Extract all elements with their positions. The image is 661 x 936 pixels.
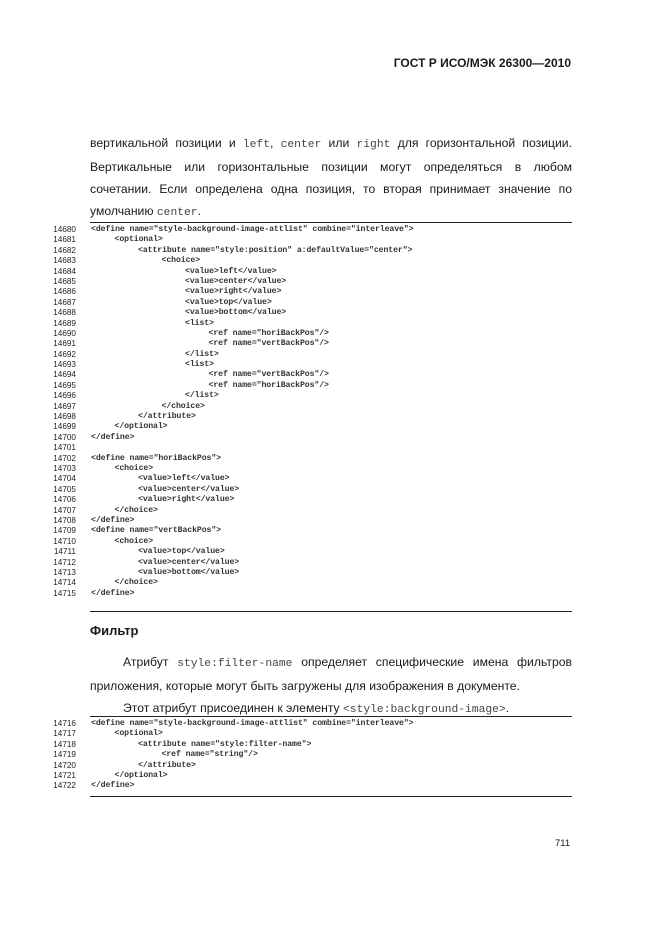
line-number: 14707 xyxy=(53,505,76,515)
code-line xyxy=(40,750,572,760)
code-line xyxy=(40,391,572,401)
code-line xyxy=(40,516,572,526)
code-text: <ref name="vertBackPos"/> xyxy=(208,370,329,380)
code-line xyxy=(40,547,572,557)
code-text: <ref name="vertBackPos"/> xyxy=(208,339,329,349)
code-line xyxy=(40,308,572,318)
line-number: 14684 xyxy=(53,266,76,276)
line-number: 14703 xyxy=(53,463,76,473)
code-text: </choice> xyxy=(114,578,158,588)
code-text: </optional> xyxy=(114,422,168,432)
intro-line-1: вертикальной позиции и left, center или right для горизонтальной позиции. xyxy=(90,136,572,151)
code-rule-top-1 xyxy=(90,222,572,223)
code-text: <list> xyxy=(185,318,214,328)
intro-line-4: умолчанию center. xyxy=(90,204,201,219)
line-number: 14687 xyxy=(53,297,76,307)
code-line xyxy=(40,319,572,329)
code-text: <value>center</value> xyxy=(138,557,240,567)
code-line xyxy=(40,287,572,297)
line-number: 14709 xyxy=(53,526,76,536)
section-heading: Фильтр xyxy=(90,623,139,638)
code-listing-2 xyxy=(40,719,572,792)
code-text: <choice> xyxy=(114,536,154,546)
code-line xyxy=(40,267,572,277)
line-number: 14717 xyxy=(53,729,76,739)
line-number: 14708 xyxy=(53,515,76,525)
filter-line-3: Этот атрибут присоединен к элементу <style:background-image>. xyxy=(123,701,510,716)
code-text: </list> xyxy=(185,391,219,401)
line-number: 14710 xyxy=(53,536,76,546)
code-listing-1 xyxy=(40,225,572,599)
intro-paragraph xyxy=(90,132,572,224)
line-number: 14680 xyxy=(53,225,76,234)
code-filter-elem: <style:background-image> xyxy=(343,704,506,716)
code-text: <define name="vertBackPos"> xyxy=(91,526,221,536)
code-line xyxy=(40,464,572,474)
line-number: 14716 xyxy=(53,719,76,728)
code-text: </define> xyxy=(91,515,135,525)
intro-line-2: Вертикальные или горизонтальные позиции могут определяться в любом xyxy=(90,160,572,174)
line-number: 14704 xyxy=(53,474,76,484)
line-number: 14714 xyxy=(53,578,76,588)
code-text: <value>bottom</value> xyxy=(185,308,287,318)
code-text: </choice> xyxy=(161,401,205,411)
line-number: 14721 xyxy=(53,770,76,780)
code-text: <ref name="horiBackPos"/> xyxy=(208,380,329,390)
code-line xyxy=(40,485,572,495)
code-text: <value>right</value> xyxy=(138,495,235,505)
code-line xyxy=(40,298,572,308)
code-text: <value>right</value> xyxy=(185,287,282,297)
code-text: <define name="style-background-image-attlist" combine="interleave"> xyxy=(91,225,414,234)
code-rule-bottom-1 xyxy=(90,611,572,612)
line-number: 14689 xyxy=(53,318,76,328)
code-line xyxy=(40,350,572,360)
code-line xyxy=(40,740,572,750)
line-number: 14711 xyxy=(53,547,76,557)
code-line xyxy=(40,370,572,380)
filter-paragraph xyxy=(90,651,572,721)
code-line xyxy=(40,526,572,536)
code-text: <value>center</value> xyxy=(138,484,240,494)
line-number: 14698 xyxy=(53,412,76,422)
code-text: <attribute name="style:filter-name"> xyxy=(138,739,312,749)
line-number: 14683 xyxy=(53,256,76,266)
code-text: <optional> xyxy=(114,729,163,739)
code-text: <value>bottom</value> xyxy=(138,567,240,577)
line-number: 14722 xyxy=(53,781,76,791)
code-line xyxy=(40,246,572,256)
code-text: <define name="horiBackPos"> xyxy=(91,453,221,463)
line-number: 14715 xyxy=(53,588,76,598)
document-header: ГОСТ Р ИСО/МЭК 26300—2010 xyxy=(393,56,571,70)
code-text: <choice> xyxy=(114,463,154,473)
code-line xyxy=(40,402,572,412)
code-line xyxy=(40,781,572,791)
code-line xyxy=(40,256,572,266)
code-text: <value>left</value> xyxy=(138,474,230,484)
line-number: 14706 xyxy=(53,495,76,505)
line-number: 14696 xyxy=(53,391,76,401)
code-line xyxy=(40,506,572,516)
code-text: </choice> xyxy=(114,505,158,515)
code-line xyxy=(40,360,572,370)
code-line xyxy=(40,339,572,349)
line-number: 14701 xyxy=(53,443,76,453)
filter-line-1: Атрибут style:filter-name определяет специфические имена фильтров xyxy=(123,655,572,670)
code-text: </attribute> xyxy=(138,412,196,422)
code-text: </define> xyxy=(91,781,135,791)
line-number: 14688 xyxy=(53,308,76,318)
code-text: </define> xyxy=(91,588,135,598)
code-line xyxy=(40,412,572,422)
line-number: 14694 xyxy=(53,370,76,380)
code-line xyxy=(40,589,572,599)
code-line xyxy=(40,454,572,464)
code-text: <define name="style-background-image-attlist" combine="interleave"> xyxy=(91,719,414,728)
code-text: </define> xyxy=(91,432,135,442)
line-number: 14695 xyxy=(53,380,76,390)
line-number: 14686 xyxy=(53,287,76,297)
code-line xyxy=(40,474,572,484)
line-number: 14691 xyxy=(53,339,76,349)
code-text: </optional> xyxy=(114,770,168,780)
line-number: 14697 xyxy=(53,401,76,411)
page-number: 711 xyxy=(555,838,571,849)
intro-line-3: сочетании. Если определена одна позиция, то вторая принимает значение по xyxy=(90,182,572,196)
code-text: <attribute name="style:position" a:defaultValue="center"> xyxy=(138,245,413,255)
code-line xyxy=(40,761,572,771)
code-text: <ref name="string"/> xyxy=(161,750,258,760)
line-number: 14699 xyxy=(53,422,76,432)
code-rule-top-2 xyxy=(90,716,572,717)
code-line xyxy=(40,235,572,245)
code-line xyxy=(40,537,572,547)
line-number: 14705 xyxy=(53,484,76,494)
code-text: </attribute> xyxy=(138,760,196,770)
code-line xyxy=(40,568,572,578)
code-text: <value>top</value> xyxy=(185,297,272,307)
code-line xyxy=(40,495,572,505)
code-line xyxy=(40,771,572,781)
code-text: <optional> xyxy=(114,235,163,245)
code-line xyxy=(40,443,572,453)
code-filter-attr: style:filter-name xyxy=(177,658,293,670)
code-line xyxy=(40,422,572,432)
code-line xyxy=(40,277,572,287)
line-number: 14690 xyxy=(53,328,76,338)
code-line xyxy=(40,729,572,739)
line-number: 14700 xyxy=(53,432,76,442)
code-text: <choice> xyxy=(161,256,201,266)
line-number: 14693 xyxy=(53,360,76,370)
code-right: right xyxy=(356,139,391,151)
filter-line-2: приложения, которые могут быть загружены для изображения в документе. xyxy=(90,679,520,693)
code-line xyxy=(40,558,572,568)
code-text: <ref name="horiBackPos"/> xyxy=(208,328,329,338)
code-text: <list> xyxy=(185,360,214,370)
line-number: 14681 xyxy=(53,235,76,245)
code-line xyxy=(40,225,572,235)
code-line xyxy=(40,329,572,339)
code-text: </list> xyxy=(185,349,219,359)
line-number: 14702 xyxy=(53,453,76,463)
line-number: 14712 xyxy=(53,557,76,567)
code-line xyxy=(40,719,572,729)
code-text: <value>top</value> xyxy=(138,547,225,557)
line-number: 14720 xyxy=(53,760,76,770)
code-line xyxy=(40,381,572,391)
code-left: left xyxy=(242,139,271,151)
code-line xyxy=(40,433,572,443)
line-number: 14685 xyxy=(53,276,76,286)
code-default: center xyxy=(156,207,198,219)
code-line xyxy=(40,578,572,588)
code-rule-bottom-2 xyxy=(90,796,572,797)
line-number: 14718 xyxy=(53,739,76,749)
code-center: center xyxy=(280,139,322,151)
code-text: <value>left</value> xyxy=(185,266,277,276)
line-number: 14692 xyxy=(53,349,76,359)
code-text: <value>center</value> xyxy=(185,276,287,286)
line-number: 14713 xyxy=(53,567,76,577)
line-number: 14682 xyxy=(53,245,76,255)
line-number: 14719 xyxy=(53,750,76,760)
